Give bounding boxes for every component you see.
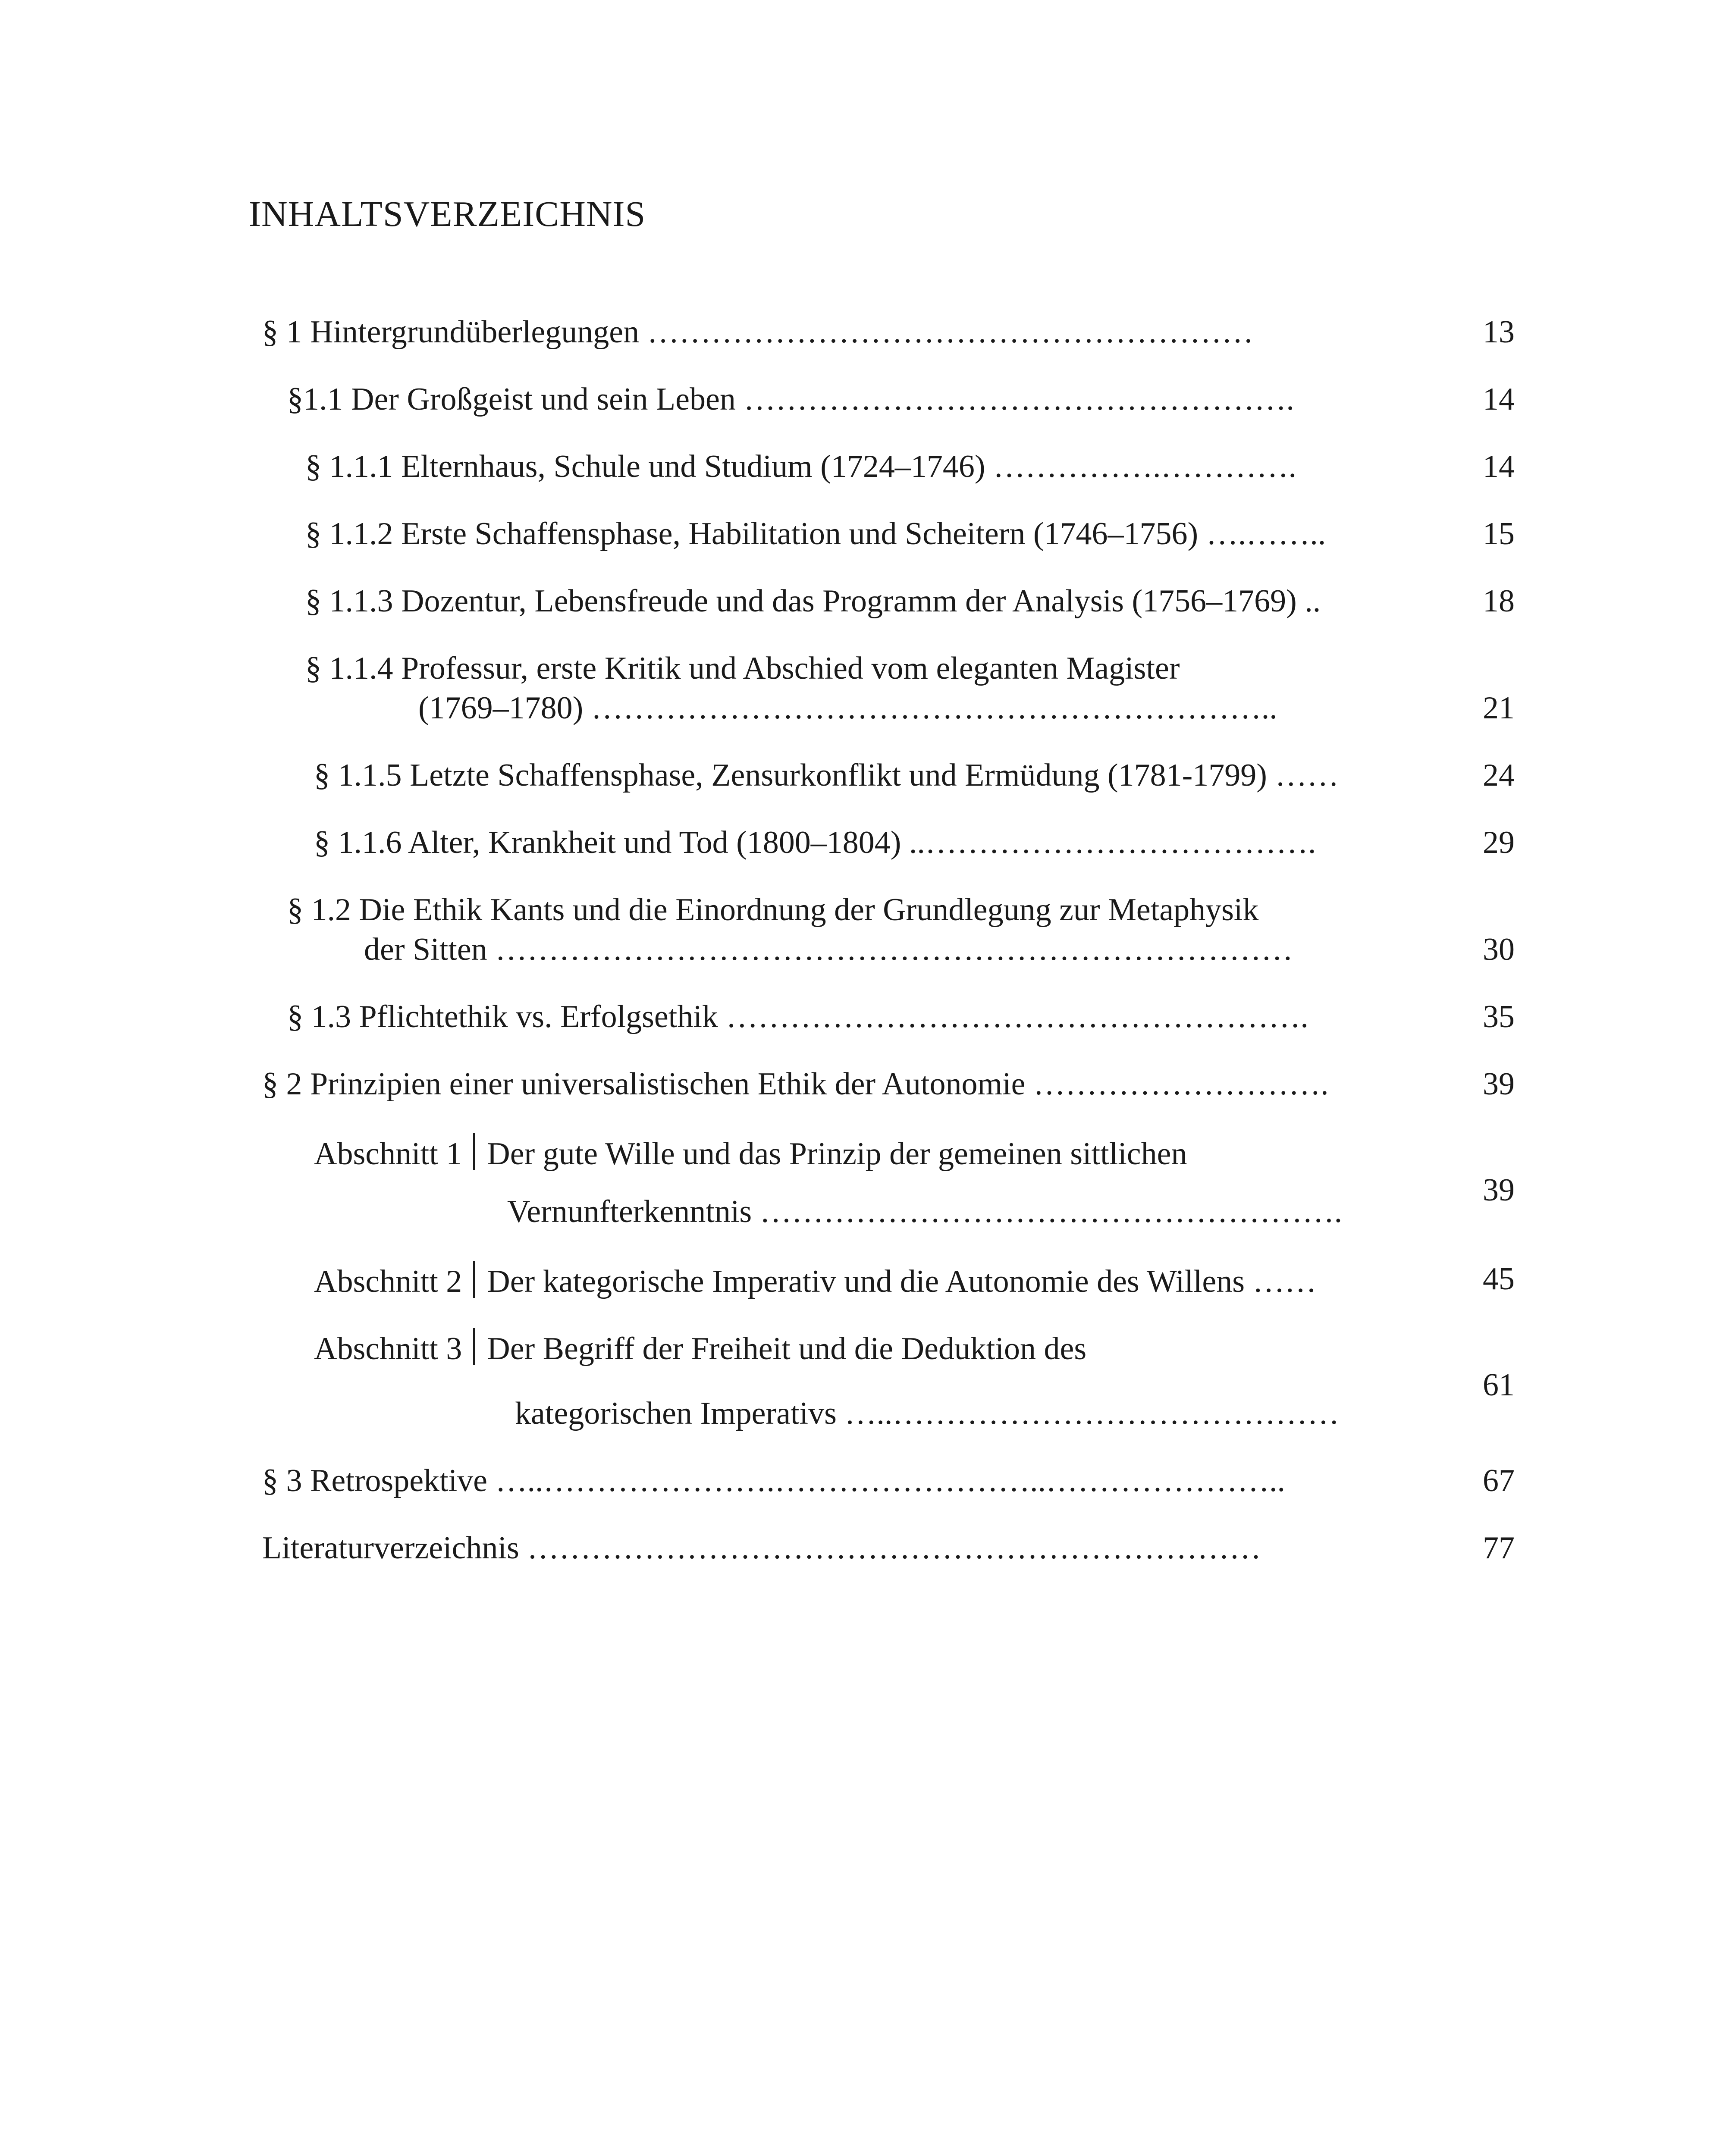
separator-bar — [473, 1328, 475, 1365]
toc-entry-title: § 2 Prinzipien einer universalistischen Ethik der Autonomie ………………………. — [262, 1066, 1329, 1102]
toc-entry-title: Der kategorische Imperativ und die Autonomie des Willens …… — [487, 1264, 1317, 1299]
toc-page-number: 39 — [1483, 1066, 1515, 1102]
toc-entry-title-continued: der Sitten ………………………………………………………………… — [364, 932, 1293, 967]
section-label: Abschnitt 2 — [314, 1264, 462, 1299]
toc-entry-title: § 1.1.6 Alter, Krankheit und Tod (1800–1804) ..………………………………. — [314, 825, 1316, 860]
toc-entry-title-continued: Vernunfterkenntnis ………………………………………………. — [507, 1194, 1343, 1229]
section-label: Abschnitt 3 — [314, 1331, 462, 1366]
section-label: Abschnitt 1 — [314, 1136, 462, 1172]
toc-entry-title: § 1.3 Pflichtethik vs. Erfolgsethik ………………………………………………. — [287, 999, 1308, 1034]
toc-page-number: 61 — [1483, 1367, 1515, 1403]
toc-page-number: 21 — [1483, 690, 1515, 726]
toc-page-number: 24 — [1483, 758, 1515, 793]
toc-entry-title: §1.1 Der Großgeist und sein Leben ……………………………………………. — [287, 382, 1294, 417]
toc-entry-title: § 1.1.4 Professur, erste Kritik und Abschied vom eleganten Magister — [305, 651, 1180, 686]
toc-page-number: 39 — [1483, 1172, 1515, 1208]
toc-entry-title: Der gute Wille und das Prinzip der gemeinen sittlichen — [487, 1136, 1187, 1172]
toc-page-number: 14 — [1483, 382, 1515, 417]
toc-entry-title: § 1.2 Die Ethik Kants und die Einordnung der Grundlegung zur Metaphysik — [287, 892, 1259, 928]
toc-entry-title-continued: kategorischen Imperativs …..…………………………………… — [515, 1396, 1340, 1431]
toc-entry-title: § 1.1.2 Erste Schaffensphase, Habilitation und Scheitern (1746–1756) ….…….. — [305, 516, 1326, 552]
toc-page-number: 67 — [1483, 1463, 1515, 1498]
separator-bar — [473, 1261, 475, 1298]
toc-entry-title: Der Begriff der Freiheit und die Deduktion des — [487, 1331, 1087, 1366]
toc-page-number: 15 — [1483, 516, 1515, 552]
toc-page-number: 29 — [1483, 825, 1515, 860]
toc-entry-title: § 1 Hintergrundüberlegungen ………………………………………………… — [262, 314, 1254, 350]
toc-section-line — [314, 1133, 1187, 1172]
toc-page-number: 14 — [1483, 449, 1515, 484]
toc-section-line — [314, 1261, 1317, 1300]
separator-bar — [473, 1133, 475, 1170]
toc-entry-title-continued: (1769–1780) ……………………………………………………….. — [418, 690, 1277, 726]
toc-page-number: 18 — [1483, 583, 1515, 619]
toc-page-number: 13 — [1483, 314, 1515, 350]
toc-page-number: 35 — [1483, 999, 1515, 1034]
toc-entry-title: § 3 Retrospektive …..………………….……………………..………………….. — [262, 1463, 1286, 1498]
toc-entry-title: § 1.1.3 Dozentur, Lebensfreude und das Programm der Analysis (1756–1769) .. — [305, 583, 1321, 619]
page-title: INHALTSVERZEICHNIS — [249, 194, 646, 234]
toc-entry-title: § 1.1.1 Elternhaus, Schule und Studium (1724–1746) …………….…………. — [305, 449, 1296, 484]
toc-section-line — [314, 1328, 1086, 1367]
toc-page-number: 30 — [1483, 932, 1515, 967]
toc-page-number: 77 — [1483, 1530, 1515, 1566]
toc-page-number: 45 — [1483, 1261, 1515, 1297]
toc-entry-title: § 1.1.5 Letzte Schaffensphase, Zensurkonflikt und Ermüdung (1781-1799) …… — [314, 758, 1339, 793]
toc-entry-title: Literaturverzeichnis …………………………………………………………… — [262, 1530, 1261, 1566]
